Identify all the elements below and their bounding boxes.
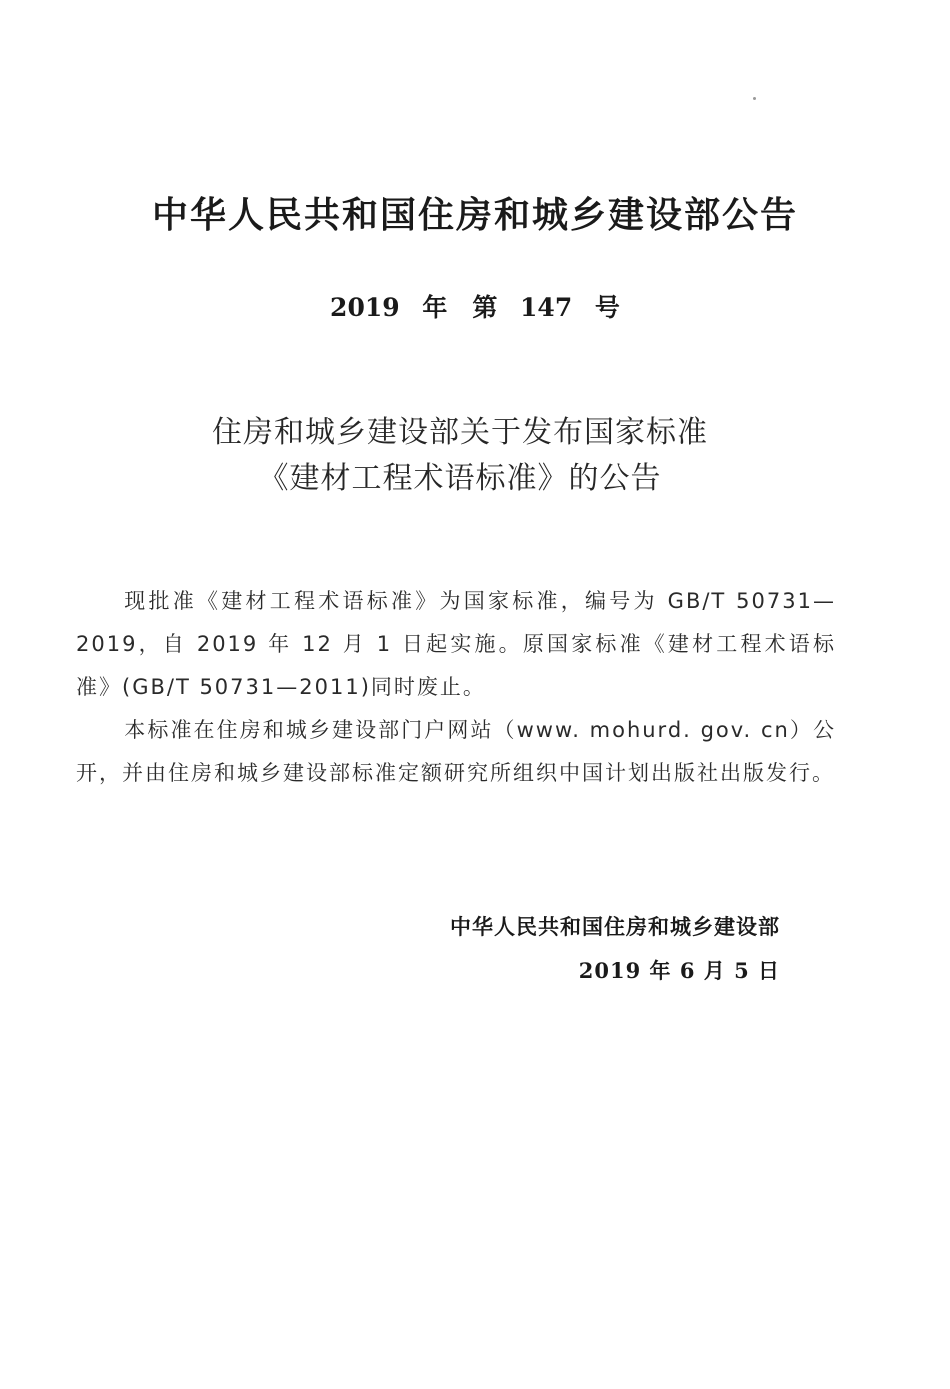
document-title-line-1: 住房和城乡建设部关于发布国家标准 [212, 415, 708, 450]
issuer-name: 中华人民共和国住房和城乡建设部 [450, 915, 780, 939]
document-title [0, 410, 920, 502]
document-title-line-2: 《建材工程术语标准》的公告 [258, 461, 662, 496]
scan-speck [753, 97, 756, 100]
announcement-number: 2019 年 第 147 号 [330, 293, 620, 322]
body-paragraph-2: 本标准在住房和城乡建设部门户网站（www. mohurd. gov. cn）公开，并由住房和城乡建设部标准定额研究所组织中国计划出版社出版发行。 [76, 718, 836, 785]
issue-date: 2019 年 6 月 5 日 [578, 958, 780, 983]
announcement-header-title: 中华人民共和国住房和城乡建设部公告 [151, 195, 798, 236]
document-body [76, 580, 836, 795]
signature-block [450, 905, 780, 993]
body-paragraph-1: 现批准《建材工程术语标准》为国家标准，编号为 GB/T 50731—2019，自 2019 年 12 月 1 日起实施。原国家标准《建材工程术语标准》(GB/T 50731—2011)同时废止。 [76, 589, 836, 699]
